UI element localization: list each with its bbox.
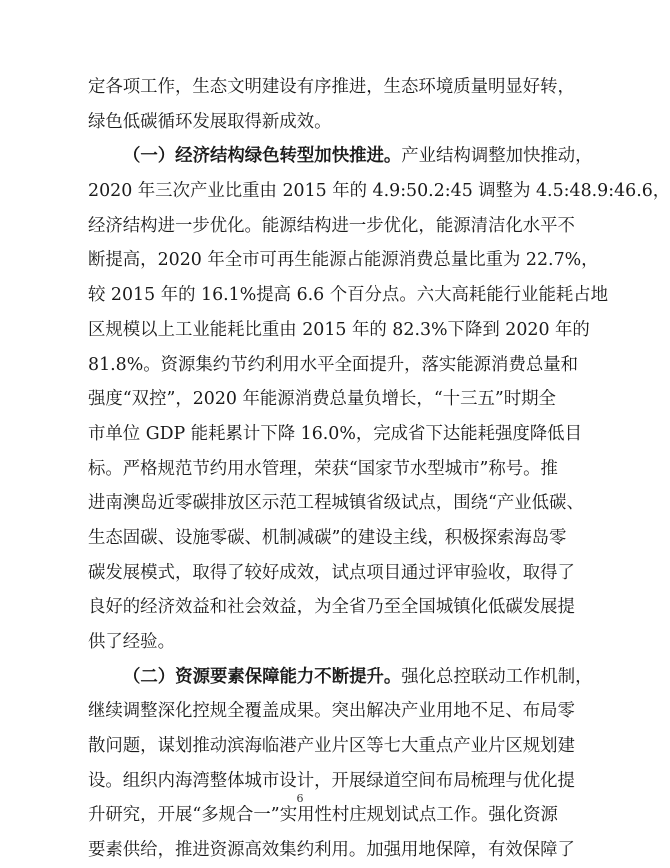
text-line: 2020 年三次产业比重由 2015 年的 4.9:50.2:45 调整为 4.5:48.9:46.6， <box>88 181 670 202</box>
text-line: 强度“双控”，2020 年能源消费总量负增长，“十三五”时期全 <box>88 389 556 410</box>
text-line: 市单位 GDP 能耗累计下降 16.0%，完成省下达能耗强度降低目 <box>88 423 582 444</box>
text-line: 标。严格规范节约用水管理，荣获“国家节水型城市”称号。推 <box>88 458 558 479</box>
text-line: 定各项工作，生态文明建设有序推进，生态环境质量明显好转， <box>88 77 575 97</box>
text-line: 继续调整深化控规全覆盖成果。突出解决产业用地不足、布局零 <box>88 701 575 722</box>
text-span: 强化总控联动工作机制， <box>401 666 593 687</box>
text-line: 经济结构进一步优化。能源结构进一步优化，能源清洁化水平不 <box>88 215 575 236</box>
text-span: 产业结构调整加快推动， <box>401 146 593 167</box>
text-line: 良好的经济效益和社会效益，为全省乃至全国城镇化低碳发展提 <box>88 597 575 618</box>
text-line: 要素供给，推进资源高效集约利用。加强用地保障，有效保障了 <box>88 840 575 861</box>
text-line: 设。组织内海湾整体城市设计，开展绿道空间布局梳理与优化提 <box>88 770 575 791</box>
text-line: 散问题，谋划推动滨海临港产业片区等七大重点产业片区规划建 <box>88 736 575 757</box>
text-line: 81.8%。资源集约节约利用水平全面提升，落实能源消费总量和 <box>88 354 579 375</box>
section-heading-line <box>88 660 593 695</box>
text-line: 进南澳岛近零碳排放区示范工程城镇省级试点，围绕“产业低碳、 <box>88 493 584 514</box>
text-line: 较 2015 年的 16.1%提高 6.6 个百分点。六大高耗能行业能耗占地 <box>88 285 609 306</box>
document-body <box>88 70 670 868</box>
text-line: 升研究，开展“多规合一”实用性村庄规划试点工作。强化资源 <box>88 805 558 826</box>
section-heading: （二）资源要素保障能力不断提升。 <box>123 666 402 687</box>
text-line: 生态固碳、设施零碳、机制减碳”的建设主线，积极探索海岛零 <box>88 527 567 548</box>
text-line: 绿色低碳循环发展取得新成效。 <box>88 111 332 132</box>
text-line: 断提高，2020 年全市可再生能源占能源消费总量比重为 22.7%， <box>88 250 599 271</box>
text-line: 碳发展模式，取得了较好成效，试点项目通过评审验收，取得了 <box>88 562 575 583</box>
text-line: 区规模以上工业能耗比重由 2015 年的 82.3%下降到 2020 年的 <box>88 319 590 340</box>
text-line: 供了经验。 <box>88 632 175 652</box>
section-heading: （一）经济结构绿色转型加快推进。 <box>123 146 402 167</box>
section-heading-line <box>88 139 593 174</box>
page-number: 6 <box>296 792 304 805</box>
